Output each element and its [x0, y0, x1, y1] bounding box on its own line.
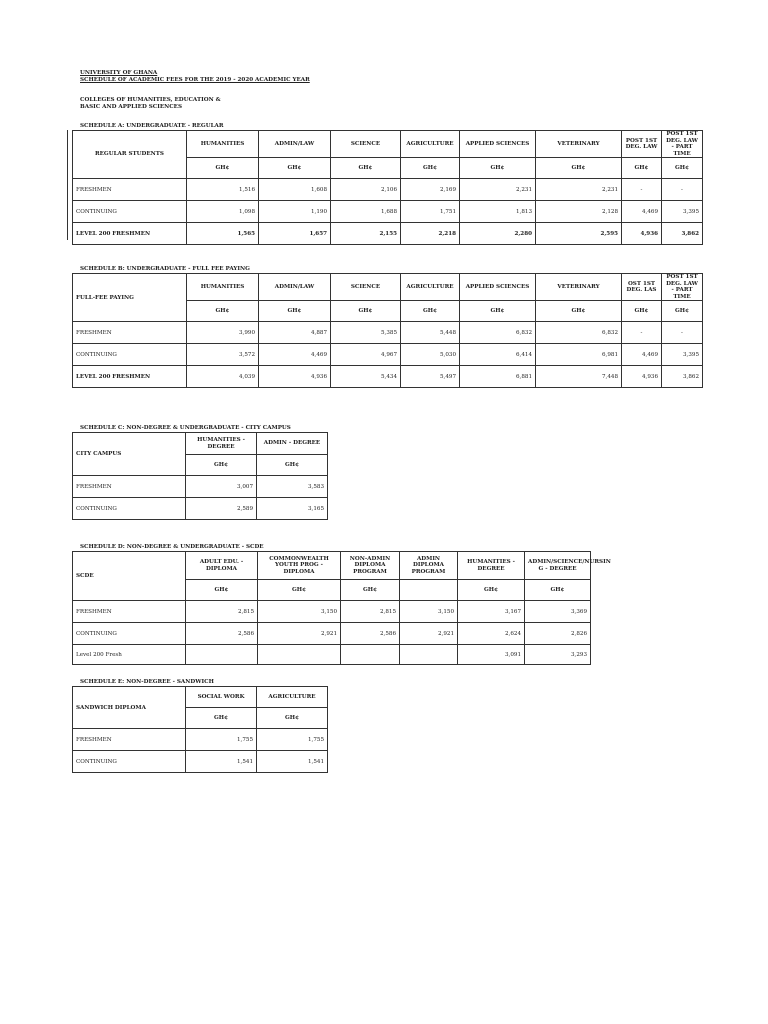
column-header: HUMANITIES — [187, 274, 259, 301]
column-header: HUMANITIES - DEGREE — [186, 433, 257, 455]
column-header: VETERINARY — [536, 274, 622, 301]
fee-cell: 2,921 — [400, 623, 458, 645]
currency-label: GH¢ — [662, 158, 703, 179]
fee-cell: 5,030 — [401, 344, 460, 366]
currency-label: GH¢ — [662, 301, 703, 322]
fee-cell: 4,936 — [259, 366, 331, 388]
currency-label: GH¢ — [460, 301, 536, 322]
colleges-line-2: BASIC AND APPLIED SCIENCES — [80, 104, 182, 110]
fee-cell: 4,039 — [187, 366, 259, 388]
table-row — [73, 623, 591, 645]
fee-cell: 2,155 — [331, 223, 401, 245]
fee-cell: 1,813 — [460, 201, 536, 223]
schedule-c-title: SCHEDULE C: NON-DEGREE & UNDERGRADUATE - CITY CAMPUS — [80, 425, 291, 431]
fee-cell: 1,565 — [187, 223, 259, 245]
row-label: FRESHMEN — [73, 476, 186, 498]
table-row — [73, 645, 591, 665]
fee-cell: 3,369 — [525, 601, 591, 623]
fee-cell: 2,586 — [341, 623, 400, 645]
column-header: ADMIN - DEGREE — [257, 433, 328, 455]
schedule-b-table — [72, 273, 703, 388]
fee-cell: 1,751 — [401, 201, 460, 223]
table-row — [73, 179, 703, 201]
column-header: COMMONWEALTH YOUTH PROG - DIPLOMA — [258, 552, 341, 580]
fee-cell — [400, 645, 458, 665]
row-label: FRESHMEN — [73, 179, 187, 201]
fee-cell: 6,981 — [536, 344, 622, 366]
schedule-a-table — [72, 130, 703, 245]
fee-cell: 2,815 — [186, 601, 258, 623]
table-row — [73, 322, 703, 344]
fee-cell: 4,469 — [259, 344, 331, 366]
row-label: FRESHMEN — [73, 729, 186, 751]
column-header: ADMIN DIPLOMA PROGRAM — [400, 552, 458, 580]
row-label: CONTINUING — [73, 751, 186, 773]
currency-label: GH¢ — [186, 580, 258, 601]
column-header: AGRICULTURE — [401, 274, 460, 301]
table-row — [73, 751, 328, 773]
fee-cell: 3,862 — [662, 366, 703, 388]
currency-label: GH¢ — [331, 301, 401, 322]
fee-cell: 1,755 — [186, 729, 257, 751]
row-header: FULL-FEE PAYING — [73, 274, 187, 322]
row-label: LEVEL 200 FRESHMEN — [73, 223, 187, 245]
schedule-e-title: SCHEDULE E: NON-DEGREE - SANDWICH — [80, 679, 214, 685]
fee-cell: 2,921 — [258, 623, 341, 645]
fee-cell: 2,589 — [186, 498, 257, 520]
fee-cell: 6,414 — [460, 344, 536, 366]
table-row — [73, 223, 703, 245]
schedule-e-table — [72, 686, 328, 773]
row-header: REGULAR STUDENTS — [73, 131, 187, 179]
fee-cell: - — [662, 179, 703, 201]
fee-cell: 3,572 — [187, 344, 259, 366]
document-title: SCHEDULE OF ACADEMIC FEES FOR THE 2019 - 2020 ACADEMIC YEAR — [80, 77, 310, 83]
currency-label: GH¢ — [186, 708, 257, 729]
column-header: ADULT EDU. - DIPLOMA — [186, 552, 258, 580]
schedule-c-table — [72, 432, 328, 520]
currency-label: GH¢ — [259, 301, 331, 322]
fee-cell: 2,231 — [536, 179, 622, 201]
currency-label: GH¢ — [401, 301, 460, 322]
fee-cell: 3,293 — [525, 645, 591, 665]
currency-label: GH¢ — [622, 301, 662, 322]
currency-label: GH¢ — [536, 301, 622, 322]
column-header: NON-ADMIN DIPLOMA PROGRAM — [341, 552, 400, 580]
column-header: VETERINARY — [536, 131, 622, 158]
fee-cell: 5,497 — [401, 366, 460, 388]
fee-cell: 2,826 — [525, 623, 591, 645]
fee-cell: 2,624 — [458, 623, 525, 645]
fee-cell — [258, 645, 341, 665]
fee-cell: 3,150 — [400, 601, 458, 623]
currency-label: GH¢ — [187, 301, 259, 322]
fee-cell: 2,106 — [331, 179, 401, 201]
schedule-d-title: SCHEDULE D: NON-DEGREE & UNDERGRADUATE - SCDE — [80, 544, 264, 550]
column-header: OST 1ST DEG. LAS — [622, 274, 662, 301]
fee-cell: 3,165 — [257, 498, 328, 520]
currency-label: GH¢ — [525, 580, 591, 601]
schedule-a-left-rule — [67, 130, 68, 240]
university-name: UNIVERSITY OF GHANA — [80, 70, 158, 76]
currency-label: GH¢ — [257, 455, 328, 476]
row-label: LEVEL 200 FRESHMEN — [73, 366, 187, 388]
column-header: POST 1ST DEG. LAW - PART TIME — [662, 274, 703, 301]
fee-cell: 1,098 — [187, 201, 259, 223]
row-label: CONTINUING — [73, 201, 187, 223]
column-header: HUMANITIES - DEGREE — [458, 552, 525, 580]
row-label: CONTINUING — [73, 498, 186, 520]
fee-cell: 1,755 — [257, 729, 328, 751]
table-row — [73, 729, 328, 751]
row-label: FRESHMEN — [73, 322, 187, 344]
fee-cell: 1,657 — [259, 223, 331, 245]
column-header: AGRICULTURE — [401, 131, 460, 158]
currency-label — [400, 580, 458, 601]
column-header: ADMIN/SCIENCE/NURSIN G - DEGREE — [525, 552, 591, 580]
colleges-line-1: COLLEGES OF HUMANITIES, EDUCATION & — [80, 97, 221, 103]
column-header: AGRICULTURE — [257, 687, 328, 708]
fee-cell: 7,448 — [536, 366, 622, 388]
fee-cell: 3,862 — [662, 223, 703, 245]
fee-cell: 2,280 — [460, 223, 536, 245]
fee-cell: 6,832 — [536, 322, 622, 344]
fee-cell: 2,128 — [536, 201, 622, 223]
fee-cell: 2,586 — [186, 623, 258, 645]
fee-cell — [186, 645, 258, 665]
schedule-a-title: SCHEDULE A: UNDERGRADUATE - REGULAR — [80, 123, 224, 129]
table-row — [73, 601, 591, 623]
currency-label: GH¢ — [460, 158, 536, 179]
fee-cell: 1,541 — [186, 751, 257, 773]
fee-cell: 4,469 — [622, 344, 662, 366]
column-header: POST 1ST DEG. LAW - PART TIME — [662, 131, 703, 158]
fee-cell: 3,583 — [257, 476, 328, 498]
fee-cell: 1,688 — [331, 201, 401, 223]
currency-label: GH¢ — [401, 158, 460, 179]
fee-cell: 3,167 — [458, 601, 525, 623]
fee-cell: 2,218 — [401, 223, 460, 245]
currency-label: GH¢ — [259, 158, 331, 179]
fee-cell: - — [662, 322, 703, 344]
column-header: SOCIAL WORK — [186, 687, 257, 708]
table-row — [73, 366, 703, 388]
column-header: APPLIED SCIENCES — [460, 274, 536, 301]
table-row — [73, 476, 328, 498]
currency-label: GH¢ — [187, 158, 259, 179]
column-header: SCIENCE — [331, 131, 401, 158]
row-label: Level 200 Fresh — [73, 645, 186, 665]
row-label: CONTINUING — [73, 623, 186, 645]
fee-cell: 5,448 — [401, 322, 460, 344]
column-header: ADMIN/LAW — [259, 274, 331, 301]
fee-cell: 2,815 — [341, 601, 400, 623]
fee-cell: 3,091 — [458, 645, 525, 665]
column-header: ADMIN/LAW — [259, 131, 331, 158]
row-label: FRESHMEN — [73, 601, 186, 623]
column-header: APPLIED SCIENCES — [460, 131, 536, 158]
table-row — [73, 201, 703, 223]
fee-cell: 1,541 — [257, 751, 328, 773]
fee-cell: 1,516 — [187, 179, 259, 201]
fee-cell: 4,887 — [259, 322, 331, 344]
currency-label: GH¢ — [258, 580, 341, 601]
currency-label: GH¢ — [257, 708, 328, 729]
fee-cell: 3,990 — [187, 322, 259, 344]
currency-label: GH¢ — [331, 158, 401, 179]
fee-cell: - — [622, 179, 662, 201]
fee-cell: 6,881 — [460, 366, 536, 388]
fee-cell: 5,434 — [331, 366, 401, 388]
fee-cell: 3,007 — [186, 476, 257, 498]
fee-cell — [341, 645, 400, 665]
fee-cell: 4,967 — [331, 344, 401, 366]
row-header: CITY CAMPUS — [73, 433, 186, 476]
fee-cell: 5,385 — [331, 322, 401, 344]
fee-cell: - — [622, 322, 662, 344]
row-header: SANDWICH DIPLOMA — [73, 687, 186, 729]
column-header: POST 1ST DEG. LAW — [622, 131, 662, 158]
currency-label: GH¢ — [341, 580, 400, 601]
fee-cell: 6,832 — [460, 322, 536, 344]
fee-cell: 1,608 — [259, 179, 331, 201]
fee-cell: 2,169 — [401, 179, 460, 201]
fee-cell: 4,936 — [622, 223, 662, 245]
row-header: SCDE — [73, 552, 186, 601]
fee-cell: 3,395 — [662, 201, 703, 223]
currency-label: GH¢ — [536, 158, 622, 179]
fee-cell: 2,595 — [536, 223, 622, 245]
row-label: CONTINUING — [73, 344, 187, 366]
column-header: SCIENCE — [331, 274, 401, 301]
fee-cell: 3,150 — [258, 601, 341, 623]
currency-label: GH¢ — [458, 580, 525, 601]
table-row — [73, 498, 328, 520]
column-header: HUMANITIES — [187, 131, 259, 158]
fee-cell: 2,231 — [460, 179, 536, 201]
schedule-b-title: SCHEDULE B: UNDERGRADUATE - FULL FEE PAYING — [80, 266, 250, 272]
currency-label: GH¢ — [186, 455, 257, 476]
fee-cell: 3,395 — [662, 344, 703, 366]
schedule-d-table — [72, 551, 611, 665]
currency-label: GH¢ — [622, 158, 662, 179]
fee-cell: 4,936 — [622, 366, 662, 388]
fee-cell: 4,469 — [622, 201, 662, 223]
table-row — [73, 344, 703, 366]
fee-cell: 1,190 — [259, 201, 331, 223]
